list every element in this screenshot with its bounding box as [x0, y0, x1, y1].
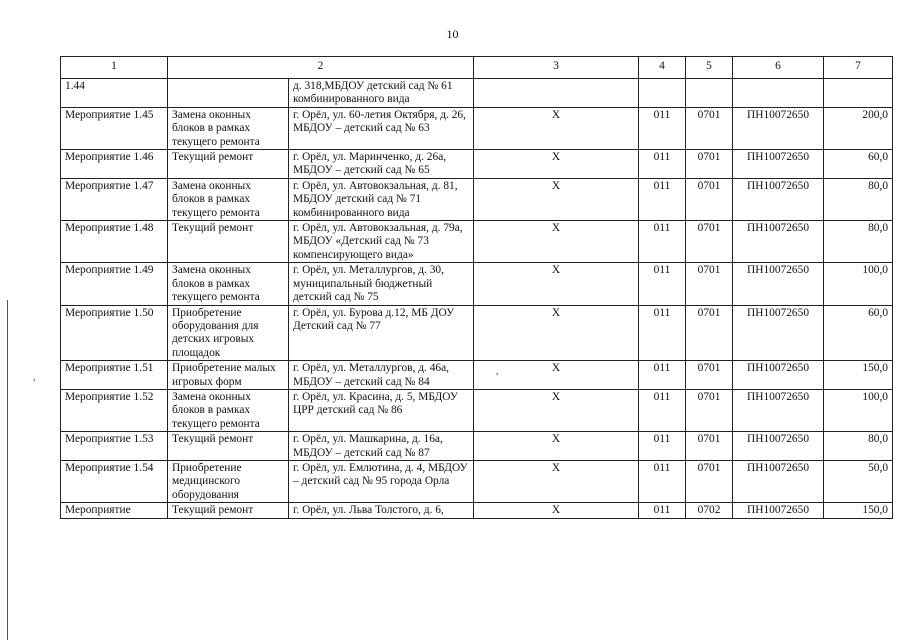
- col-5-cell: 0701: [686, 389, 733, 431]
- address-cell: г. Орёл, ул. Бурова д.12, МБ ДОУ Детский сад № 77: [289, 305, 474, 361]
- measure-id-cell: Мероприятие 1.53: [61, 432, 168, 461]
- action-cell: Текущий ремонт: [168, 150, 289, 179]
- amount-cell: 200,0: [824, 107, 893, 149]
- measure-id-cell: Мероприятие 1.51: [61, 361, 168, 390]
- col-3-cell: X: [474, 432, 639, 461]
- col-6-cell: ПН10072650: [733, 305, 824, 361]
- col-3-cell: X: [474, 389, 639, 431]
- col-4-cell: 011: [639, 389, 686, 431]
- col-6-cell: ПН10072650: [733, 432, 824, 461]
- col-6-cell: ПН10072650: [733, 150, 824, 179]
- table-row: [61, 221, 893, 263]
- col-4-cell: 011: [639, 107, 686, 149]
- action-cell: Замена оконных блоков в рамках текущего ремонта: [168, 263, 289, 305]
- address-cell: г. Орёл, ул. 60-летия Октября, д. 26, МБДОУ – детский сад № 63: [289, 107, 474, 149]
- table-row: [61, 305, 893, 361]
- action-cell: Замена оконных блоков в рамках текущего ремонта: [168, 178, 289, 220]
- action-cell: Замена оконных блоков в рамках текущего ремонта: [168, 389, 289, 431]
- address-cell: д. 318,МБДОУ детский сад № 61 комбинированного вида: [289, 79, 474, 108]
- measure-id-cell: Мероприятие 1.48: [61, 221, 168, 263]
- col-4-cell: 011: [639, 178, 686, 220]
- address-cell: г. Орёл, ул. Красина, д. 5, МБДОУ ЦРР детский сад № 86: [289, 389, 474, 431]
- address-cell: г. Орёл, ул. Автовокзальная, д. 79а, МБДОУ «Детский сад № 73 компенсирующего вида»: [289, 221, 474, 263]
- table-body: [61, 79, 893, 519]
- col-3-cell: X: [474, 503, 639, 518]
- amount-cell: 100,0: [824, 389, 893, 431]
- address-cell: г. Орёл, ул. Металлургов, д. 30, муниципальный бюджетный детский сад № 75: [289, 263, 474, 305]
- col-6-cell: ПН10072650: [733, 221, 824, 263]
- action-cell: Замена оконных блоков в рамках текущего ремонта: [168, 107, 289, 149]
- col-4-cell: 011: [639, 150, 686, 179]
- header-col-4: 4: [639, 57, 686, 79]
- col-6-cell: ПН10072650: [733, 389, 824, 431]
- col-6-cell: [733, 79, 824, 108]
- amount-cell: [824, 79, 893, 108]
- col-6-cell: ПН10072650: [733, 107, 824, 149]
- table-row: [61, 178, 893, 220]
- col-6-cell: ПН10072650: [733, 460, 824, 502]
- page-number: 10: [446, 27, 459, 41]
- budget-table: [60, 56, 893, 519]
- amount-cell: 100,0: [824, 263, 893, 305]
- table-row: [61, 107, 893, 149]
- col-6-cell: ПН10072650: [733, 361, 824, 390]
- address-cell: г. Орёл, ул. Льва Толстого, д. 6,: [289, 503, 474, 518]
- col-4-cell: 011: [639, 361, 686, 390]
- address-cell: г. Орёл, ул. Металлургов, д. 46а, МБДОУ – детский сад № 84: [289, 361, 474, 390]
- col-5-cell: 0701: [686, 221, 733, 263]
- table-row: [61, 150, 893, 179]
- col-5-cell: 0701: [686, 107, 733, 149]
- address-cell: г. Орёл, ул. Емлютина, д. 4, МБДОУ – детский сад № 95 города Орла: [289, 460, 474, 502]
- action-cell: Текущий ремонт: [168, 221, 289, 263]
- header-col-2: 2: [168, 57, 474, 79]
- col-6-cell: ПН10072650: [733, 503, 824, 518]
- measure-id-cell: Мероприятие 1.52: [61, 389, 168, 431]
- col-5-cell: [686, 79, 733, 108]
- action-cell: [168, 79, 289, 108]
- header-col-3: 3: [474, 57, 639, 79]
- col-5-cell: 0701: [686, 178, 733, 220]
- action-cell: Приобретение оборудования для детских игровых площадок: [168, 305, 289, 361]
- measure-id-cell: Мероприятие 1.54: [61, 460, 168, 502]
- col-4-cell: 011: [639, 503, 686, 518]
- col-3-cell: X: [474, 460, 639, 502]
- table-row: [61, 263, 893, 305]
- table-row: [61, 361, 893, 390]
- col-3-cell: X: [474, 150, 639, 179]
- amount-cell: 80,0: [824, 432, 893, 461]
- header-row: [61, 57, 893, 79]
- action-cell: Приобретение малых игровых форм: [168, 361, 289, 390]
- left-margin-line: [7, 300, 8, 640]
- col-5-cell: 0701: [686, 305, 733, 361]
- col-4-cell: 011: [639, 432, 686, 461]
- measure-id-cell: Мероприятие 1.47: [61, 178, 168, 220]
- address-cell: г. Орёл, ул. Маринченко, д. 26а, МБДОУ – детский сад № 65: [289, 150, 474, 179]
- col-3-cell: [474, 79, 639, 108]
- table-row: [61, 460, 893, 502]
- col-3-cell: X: [474, 178, 639, 220]
- col-5-cell: 0701: [686, 460, 733, 502]
- header-col-1: 1: [61, 57, 168, 79]
- col-6-cell: ПН10072650: [733, 178, 824, 220]
- amount-cell: 60,0: [824, 150, 893, 179]
- scan-speck: ,: [496, 366, 499, 377]
- col-5-cell: 0702: [686, 503, 733, 518]
- col-4-cell: 011: [639, 305, 686, 361]
- action-cell: Текущий ремонт: [168, 503, 289, 518]
- amount-cell: 60,0: [824, 305, 893, 361]
- header-col-6: 6: [733, 57, 824, 79]
- col-6-cell: ПН10072650: [733, 263, 824, 305]
- measure-id-cell: Мероприятие: [61, 503, 168, 518]
- table-row: [61, 432, 893, 461]
- col-3-cell: X: [474, 107, 639, 149]
- table-row: [61, 389, 893, 431]
- scan-speck: ,: [33, 372, 36, 383]
- amount-cell: 150,0: [824, 361, 893, 390]
- col-3-cell: X: [474, 361, 639, 390]
- action-cell: Текущий ремонт: [168, 432, 289, 461]
- measure-id-cell: 1.44: [61, 79, 168, 108]
- measure-id-cell: Мероприятие 1.45: [61, 107, 168, 149]
- col-3-cell: X: [474, 263, 639, 305]
- amount-cell: 80,0: [824, 221, 893, 263]
- address-cell: г. Орёл, ул. Автовокзальная, д. 81, МБДОУ детский сад № 71 комбинированного вида: [289, 178, 474, 220]
- header-col-5: 5: [686, 57, 733, 79]
- header-col-7: 7: [824, 57, 893, 79]
- col-5-cell: 0701: [686, 432, 733, 461]
- col-5-cell: 0701: [686, 150, 733, 179]
- col-3-cell: X: [474, 305, 639, 361]
- col-4-cell: 011: [639, 460, 686, 502]
- col-4-cell: [639, 79, 686, 108]
- amount-cell: 150,0: [824, 503, 893, 518]
- col-4-cell: 011: [639, 221, 686, 263]
- measure-id-cell: Мероприятие 1.46: [61, 150, 168, 179]
- col-3-cell: X: [474, 221, 639, 263]
- action-cell: Приобретение медицинского оборудования: [168, 460, 289, 502]
- table-row: [61, 503, 893, 518]
- amount-cell: 50,0: [824, 460, 893, 502]
- amount-cell: 80,0: [824, 178, 893, 220]
- col-5-cell: 0701: [686, 361, 733, 390]
- measure-id-cell: Мероприятие 1.49: [61, 263, 168, 305]
- measure-id-cell: Мероприятие 1.50: [61, 305, 168, 361]
- address-cell: г. Орёл, ул. Машкарина, д. 16а, МБДОУ – детский сад № 87: [289, 432, 474, 461]
- col-5-cell: 0701: [686, 263, 733, 305]
- col-4-cell: 011: [639, 263, 686, 305]
- table-row: [61, 79, 893, 108]
